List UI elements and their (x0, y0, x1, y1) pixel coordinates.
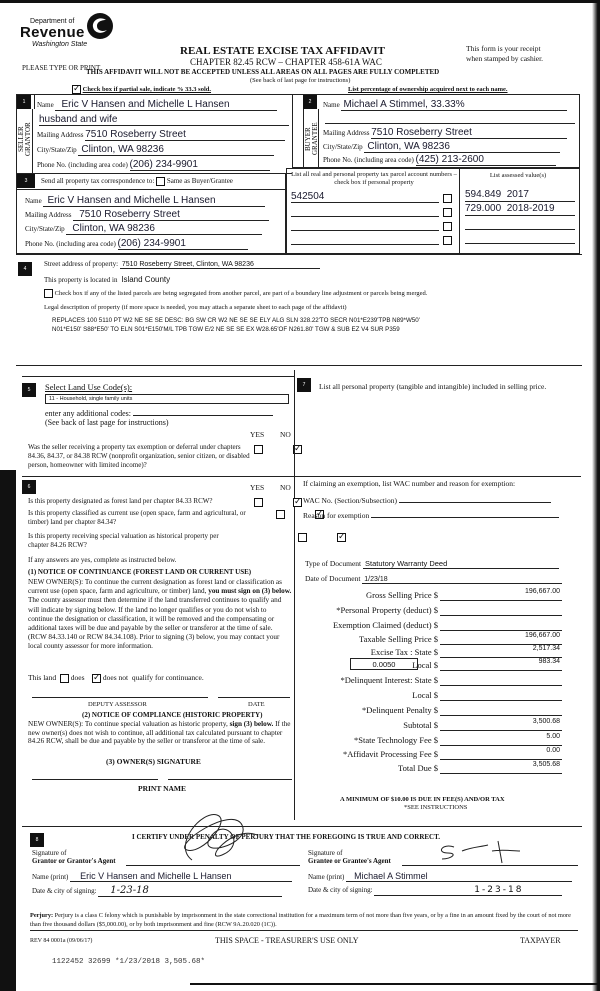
current-use-question: Is this property classified as current use (open space, farm and agricultural, or timber) land per chapter 84.34? (28, 509, 246, 526)
personal-property-checkbox[interactable] (443, 208, 452, 217)
parcel-row (291, 219, 455, 233)
grantee-signature-label-1: Signature of (308, 849, 343, 857)
personal-property-label: List all personal property (tangible and intangible) included in selling price. (319, 382, 547, 391)
partial-sale-row (72, 85, 211, 94)
legal-label: Legal description of property (if more space is needed, you may attach a separate sheet to each page of the affidavit) (44, 304, 347, 311)
section-8-badge: 8 (30, 833, 44, 847)
wac-number-field[interactable] (399, 494, 551, 503)
section-4-badge: 4 (18, 262, 32, 276)
delinquent-penalty-row: *Delinquent Penalty $ (300, 705, 566, 717)
revenue-text: Revenue (20, 24, 85, 41)
form-title: REAL ESTATE EXCISE TAX AFFIDAVIT (180, 45, 385, 57)
date-label: DATE (248, 701, 265, 708)
delinquent-interest-state-field[interactable] (440, 675, 562, 686)
exemption-yes-checkbox[interactable] (254, 445, 263, 454)
certification-statement: I CERTIFY UNDER PENALTY OF PERJURY THAT THE FOREGOING IS TRUE AND CORRECT. (132, 833, 441, 841)
seller-name-row: Name Eric V Hansen and Michelle L Hansen (37, 99, 289, 111)
excise-state-row: Excise Tax : State $ 2,517.34 (370, 645, 560, 657)
yes-header: YES (250, 430, 265, 439)
seller-address-row: Mailing Address 7510 Roseberry Street (37, 129, 289, 141)
section-seller (16, 94, 292, 174)
corr-name-row: Name Eric V Hansen and Michelle L Hansen (25, 195, 275, 207)
section-certification (22, 826, 582, 908)
owner-signature-line[interactable] (32, 779, 158, 780)
taxpayer-label: TAXPAYER (520, 936, 561, 945)
parcels-section (286, 168, 580, 254)
section-buyer (292, 94, 580, 168)
buyer-phone-row: Phone No. (including area code) (425) 213-2600 (323, 154, 575, 166)
doc-date-row: Date of Document 1/23/18 (305, 574, 562, 584)
buyer-label: BUYER (304, 127, 312, 151)
buyer-city-field[interactable]: Clinton, WA 98236 (364, 141, 560, 153)
minimum-due-note: A MINIMUM OF $10.00 IS DUE IN FEE(S) AND/OR TAX (340, 796, 505, 803)
gross-selling-price-row: Gross Selling Price $ 196,667.00 (365, 588, 560, 600)
no-header: NO (280, 483, 291, 492)
assessed-value-field[interactable]: 594.849 2017 (465, 189, 575, 202)
seller-label: SELLER (17, 126, 25, 152)
seller-city-row: City/State/Zip Clinton, WA 98236 (37, 144, 289, 156)
section-1-badge: 1 (17, 95, 31, 109)
reason-row: Reason for exemption (303, 509, 559, 520)
owner-print-name-line[interactable] (168, 779, 292, 780)
parcel-row (291, 233, 455, 247)
no-header: NO (280, 430, 291, 439)
if-yes-note: If any answers are yes, complete as instructed below. (28, 556, 177, 564)
notice2-body: NEW OWNER(S): To continue special valuation as historic property, sign (3) below. If the new owner(s) does not wish to continue, all additional tax calculated pursuant to chapter 84.26 RCW, shall be due and payable by the seller or transferor at the time of sale. (28, 720, 291, 745)
parcel-row (291, 205, 455, 219)
subtotal-row: Subtotal $ 3,500.68 (403, 718, 560, 730)
does-not-checkbox[interactable] (92, 674, 101, 683)
parcel-row (291, 191, 455, 205)
land-use-select[interactable]: 11 - Household, single family units (45, 394, 289, 404)
personal-property-deduct-row: *Personal Property (deduct) $ (300, 605, 566, 617)
street-address-field[interactable]: 7510 Roseberry Street, Clinton, WA 98236 (120, 261, 320, 269)
assessed-header: List assessed value(s) (489, 172, 547, 179)
receipt-note-2: when stamped by cashier. (466, 54, 544, 63)
segregated-checkbox[interactable] (44, 289, 53, 298)
county-row: This property is located in Island County (44, 275, 171, 284)
current-use-yes-checkbox[interactable] (276, 510, 285, 519)
parcel-number-field[interactable]: 542504 (291, 191, 439, 203)
grantee-signature-label-2: Grantee or Grantee's Agent (308, 857, 391, 865)
owner-signature-label: (3) OWNER(S) SIGNATURE (106, 757, 201, 766)
corr-phone-field[interactable]: (206) 234-9901 (118, 238, 248, 250)
parcel-number-field[interactable] (291, 233, 439, 245)
historic-question: Is this property receiving special valuation as historical property per chapter 84.26 RCW? (28, 532, 219, 549)
grantee-name-row: Name (print) Michael A Stimmel (308, 871, 572, 882)
grantor-date-field[interactable]: 1-23-18 (98, 885, 282, 897)
personal-property-checkbox[interactable] (443, 222, 452, 231)
section-designation (22, 476, 294, 816)
seller-name-line2-field[interactable]: husband and wife (39, 114, 289, 126)
exemption-claimed-row: Exemption Claimed (deduct) $ (300, 620, 566, 632)
affidavit-processing-fee-field[interactable] (440, 749, 562, 760)
doc-type-row: Type of Document Statutory Warranty Deed (305, 559, 559, 569)
personal-property-checkbox[interactable] (443, 236, 452, 245)
land-use-label: Select Land Use Code(s): (45, 382, 133, 392)
dept-of-text: Department of (30, 18, 75, 25)
washington-state-text: Washington State (32, 41, 88, 48)
grantor-print-name-field[interactable]: Eric V Hansen and Michelle L Hansen (70, 871, 292, 882)
grantee-label: GRANTEE (311, 122, 319, 156)
doc-type-field[interactable]: Statutory Warranty Deed (363, 559, 559, 569)
section-land-use (22, 376, 294, 476)
notice1-title: (1) NOTICE OF CONTINUANCE (FOREST LAND OR CURRENT USE) (28, 568, 252, 576)
same-as-buyer-checkbox[interactable] (156, 177, 165, 186)
grantee-print-name-field[interactable]: Michael A Stimmel (346, 871, 572, 882)
delinquent-penalty-field[interactable] (440, 705, 562, 716)
land-use-see-back: (See back of last page for instructions) (45, 418, 169, 427)
wac-row: WAC No. (Section/Subsection) (303, 494, 551, 505)
please-type-text: PLEASE TYPE OR PRINT (22, 64, 101, 72)
ownership-note: List percentage of ownership acquired next to each name. (348, 86, 508, 93)
delinquent-interest-state-row: *Delinquent Interest: State $ (300, 675, 566, 687)
parcels-header: List all real and personal property tax parcel account numbers – check box if personal property (291, 171, 457, 186)
section-2-badge: 2 (303, 95, 317, 109)
buyer-address-field[interactable]: 7510 Roseberry Street (371, 127, 567, 139)
personal-property-deduct-field[interactable] (440, 605, 562, 616)
seller-name-field[interactable]: Eric V Hansen and Michelle L Hansen (55, 99, 277, 111)
state-technology-fee-row: *State Technology Fee $ 5.00 (354, 733, 560, 745)
delinquent-interest-local-field[interactable] (440, 690, 562, 701)
grantor-signature-label-2: Grantor or Grantor's Agent (32, 857, 116, 865)
grantee-date-field[interactable]: 1-23-18 (374, 885, 562, 896)
continuance-row: This land does ✓ does not qualify for continuance. (28, 673, 204, 683)
seller-city-field[interactable]: Clinton, WA 98236 (78, 144, 274, 156)
dor-swoosh-icon (86, 12, 114, 40)
see-back-text: (See back of last page for instructions) (250, 77, 351, 84)
buyer-side-label (303, 109, 319, 168)
section-7-badge: 7 (297, 378, 311, 392)
delinquent-interest-local-row: Local $ (300, 690, 566, 702)
buyer-name-row: Name Michael A Stimmel, 33.33% (323, 99, 575, 111)
section-correspondence (16, 174, 286, 254)
street-row: Street address of property: 7510 Roseberry Street, Clinton, WA 98236 (44, 260, 320, 269)
buyer-address-row: Mailing Address 7510 Roseberry Street (323, 127, 575, 139)
grantor-label: GRANTOR (24, 122, 32, 156)
treasurer-stamp: 1122452 32699 *1/23/2018 3,505.68* (52, 958, 206, 966)
corr-city-row: City/State/Zip Clinton, WA 98236 (25, 223, 275, 235)
additional-codes-field[interactable] (133, 407, 273, 416)
seller-phone-field[interactable]: (206) 234-9901 (130, 159, 270, 171)
segregated-row: Check box if any of the listed parcels are being segregated from another parcel, are part of a boundary line adjustment or parcels being merged. (44, 289, 427, 298)
seller-address-field[interactable]: 7510 Roseberry Street (85, 129, 285, 141)
assessed-value-field[interactable]: 729.000 2018-2019 (465, 203, 575, 216)
corr-phone-row: Phone No. (including area code) (206) 234-9901 (25, 238, 275, 250)
section-6-badge: 6 (22, 480, 36, 494)
personal-property-checkbox[interactable] (443, 194, 452, 203)
dor-logo (20, 12, 120, 52)
form-subtitle: CHAPTER 82.45 RCW – CHAPTER 458-61A WAC (190, 57, 382, 67)
perjury-notice: Perjury: Perjury is a class C felony which is punishable by imprisonment in the state correctional institution for a maximum term of not more than five years, or by a fine in an amount fixed by the court of not more than five thousand dollars ($5,000.00), or by both imprisonment and fine (RCW 9A.20.020 (1C)). (30, 912, 578, 931)
doc-date-field[interactable]: 1/23/18 (362, 576, 562, 584)
see-instructions-note: *SEE INSTRUCTIONS (404, 804, 468, 811)
deputy-assessor-label: DEPUTY ASSESSOR (88, 701, 147, 708)
grantor-signature-scribble-icon (172, 805, 262, 867)
grantee-signature-scribble-icon (432, 839, 522, 865)
scan-edge-right (592, 0, 600, 991)
seller-side-label (17, 109, 33, 174)
rev-number: REV 84 0001a (09/06/17) (30, 938, 93, 944)
section-5-badge: 5 (22, 383, 36, 397)
grantee-date-row: Date & city of signing: 1-23-18 (308, 885, 562, 896)
section-3-badge: 3 (17, 174, 35, 188)
exemption-claimed-field[interactable] (440, 620, 562, 631)
assessor-date-line[interactable] (218, 697, 290, 698)
parcel-number-field[interactable] (291, 205, 439, 217)
notice1-body: NEW OWNER(S): To continue the current designation as forest land or classification as current use (open space, farm and agriculture, or timber) land, you must sign on (3) below. The county assessor must then determine if the land transferred continues to qualify and will indicate by signing below. If the land no longer qualifies or you do not wish to continue the designation or classification, it will be removed and the compensating or additional taxes will be due and payable by the seller or transferor at the time of sale. (RCW 84.33.140 or RCW 84.34.108). Prior to signing (3) below, you may contact your local county assessor for more information. (28, 578, 292, 651)
yes-header: YES (250, 483, 265, 492)
forest-land-question: Is this property designated as forest land per chapter 84.33 RCW? (28, 497, 213, 505)
taxable-selling-price-row: Taxable Selling Price $ 196,667.00 (359, 632, 560, 644)
grantor-date-row: Date & city of signing: 1-23-18 (32, 885, 282, 897)
local-rate-box[interactable]: 0.0050 (350, 658, 418, 670)
legal-description-line1[interactable]: REPLACES 100 5110 PT W2 NE SE SE DESC: BG SW CR W2 NE SE SE ELY ALG SLN 328.22'TO SECR N01*E239'TPB N89*W50' (52, 317, 420, 324)
corr-name-field[interactable]: Eric V Hansen and Michelle L Hansen (43, 195, 265, 207)
excise-local-row: 0.0050 Local $ 983.34 (300, 660, 566, 672)
corr-address-row: Mailing Address 7510 Roseberry Street (25, 209, 275, 221)
does-checkbox[interactable] (60, 674, 69, 683)
total-due-row: Total Due $ 3,505.68 (397, 761, 560, 773)
corr-address-field[interactable]: 7510 Roseberry Street (73, 209, 269, 221)
buyer-phone-field[interactable]: (425) 213-2600 (416, 154, 556, 166)
county-field[interactable]: Island County (121, 275, 171, 284)
exemption-question: Was the seller receiving a property tax exemption or deferral under chapters 84.36, 84.37, or 84.38 RCW (nonprofit organization, senior citizen, or disabled person, homeowner with limited income)? (28, 443, 250, 469)
grantor-name-row: Name (print) Eric V Hansen and Michelle L Hansen (32, 871, 292, 882)
reason-field[interactable] (371, 509, 559, 518)
correspondence-row: Send all property tax correspondence to: Same as Buyer/Grantee (41, 177, 233, 186)
scan-edge-left (0, 470, 16, 991)
forest-yes-checkbox[interactable] (254, 498, 263, 507)
additional-codes-row: enter any additional codes: (45, 407, 273, 418)
warning-text: THIS AFFIDAVIT WILL NOT BE ACCEPTED UNLESS ALL AREAS ON ALL PAGES ARE FULLY COMPLETED (86, 68, 440, 76)
seller-phone-row: Phone No. (including area code) (206) 234-9901 (37, 159, 289, 171)
state-technology-fee-field[interactable] (440, 735, 562, 746)
scan-edge-top (0, 0, 600, 3)
print-name-label: PRINT NAME (138, 784, 186, 793)
affidavit-processing-fee-row: *Affidavit Processing Fee $ 0.00 (343, 747, 560, 759)
assessed-value-field[interactable] (465, 217, 575, 230)
buyer-name-field[interactable]: Michael A Stimmel, 33.33% (341, 99, 567, 111)
partial-sale-checkbox[interactable] (72, 85, 81, 94)
treasurer-use-label: THIS SPACE - TREASURER'S USE ONLY (215, 936, 359, 945)
parcel-number-field[interactable] (291, 219, 439, 231)
grantor-signature-label-1: Signature of (32, 849, 67, 857)
partial-sale-label: Check box if partial sale, indicate % 33.3 sold. (82, 85, 212, 93)
notice2-title: (2) NOTICE OF COMPLIANCE (HISTORIC PROPERTY) (82, 711, 263, 719)
corr-city-field[interactable]: Clinton, WA 98236 (66, 223, 262, 235)
section-property (16, 254, 582, 366)
legal-description-line2[interactable]: N01*E150' S88*E50' TO ELN S01*E150'M/L TPB TGW E/2 NE SE SE EX W28.65'OF N261.80' TGW & SUB EZ V4 SUR P359 (52, 326, 400, 333)
deputy-assessor-signature-line[interactable] (32, 697, 208, 698)
receipt-note-1: This form is your receipt (466, 44, 541, 53)
assessed-value-field[interactable] (465, 231, 575, 244)
buyer-city-row: City/State/Zip Clinton, WA 98236 (323, 141, 575, 153)
scan-edge-bottom (190, 983, 600, 985)
exemption-label: If claiming an exemption, list WAC number and reason for exemption: (303, 479, 516, 488)
